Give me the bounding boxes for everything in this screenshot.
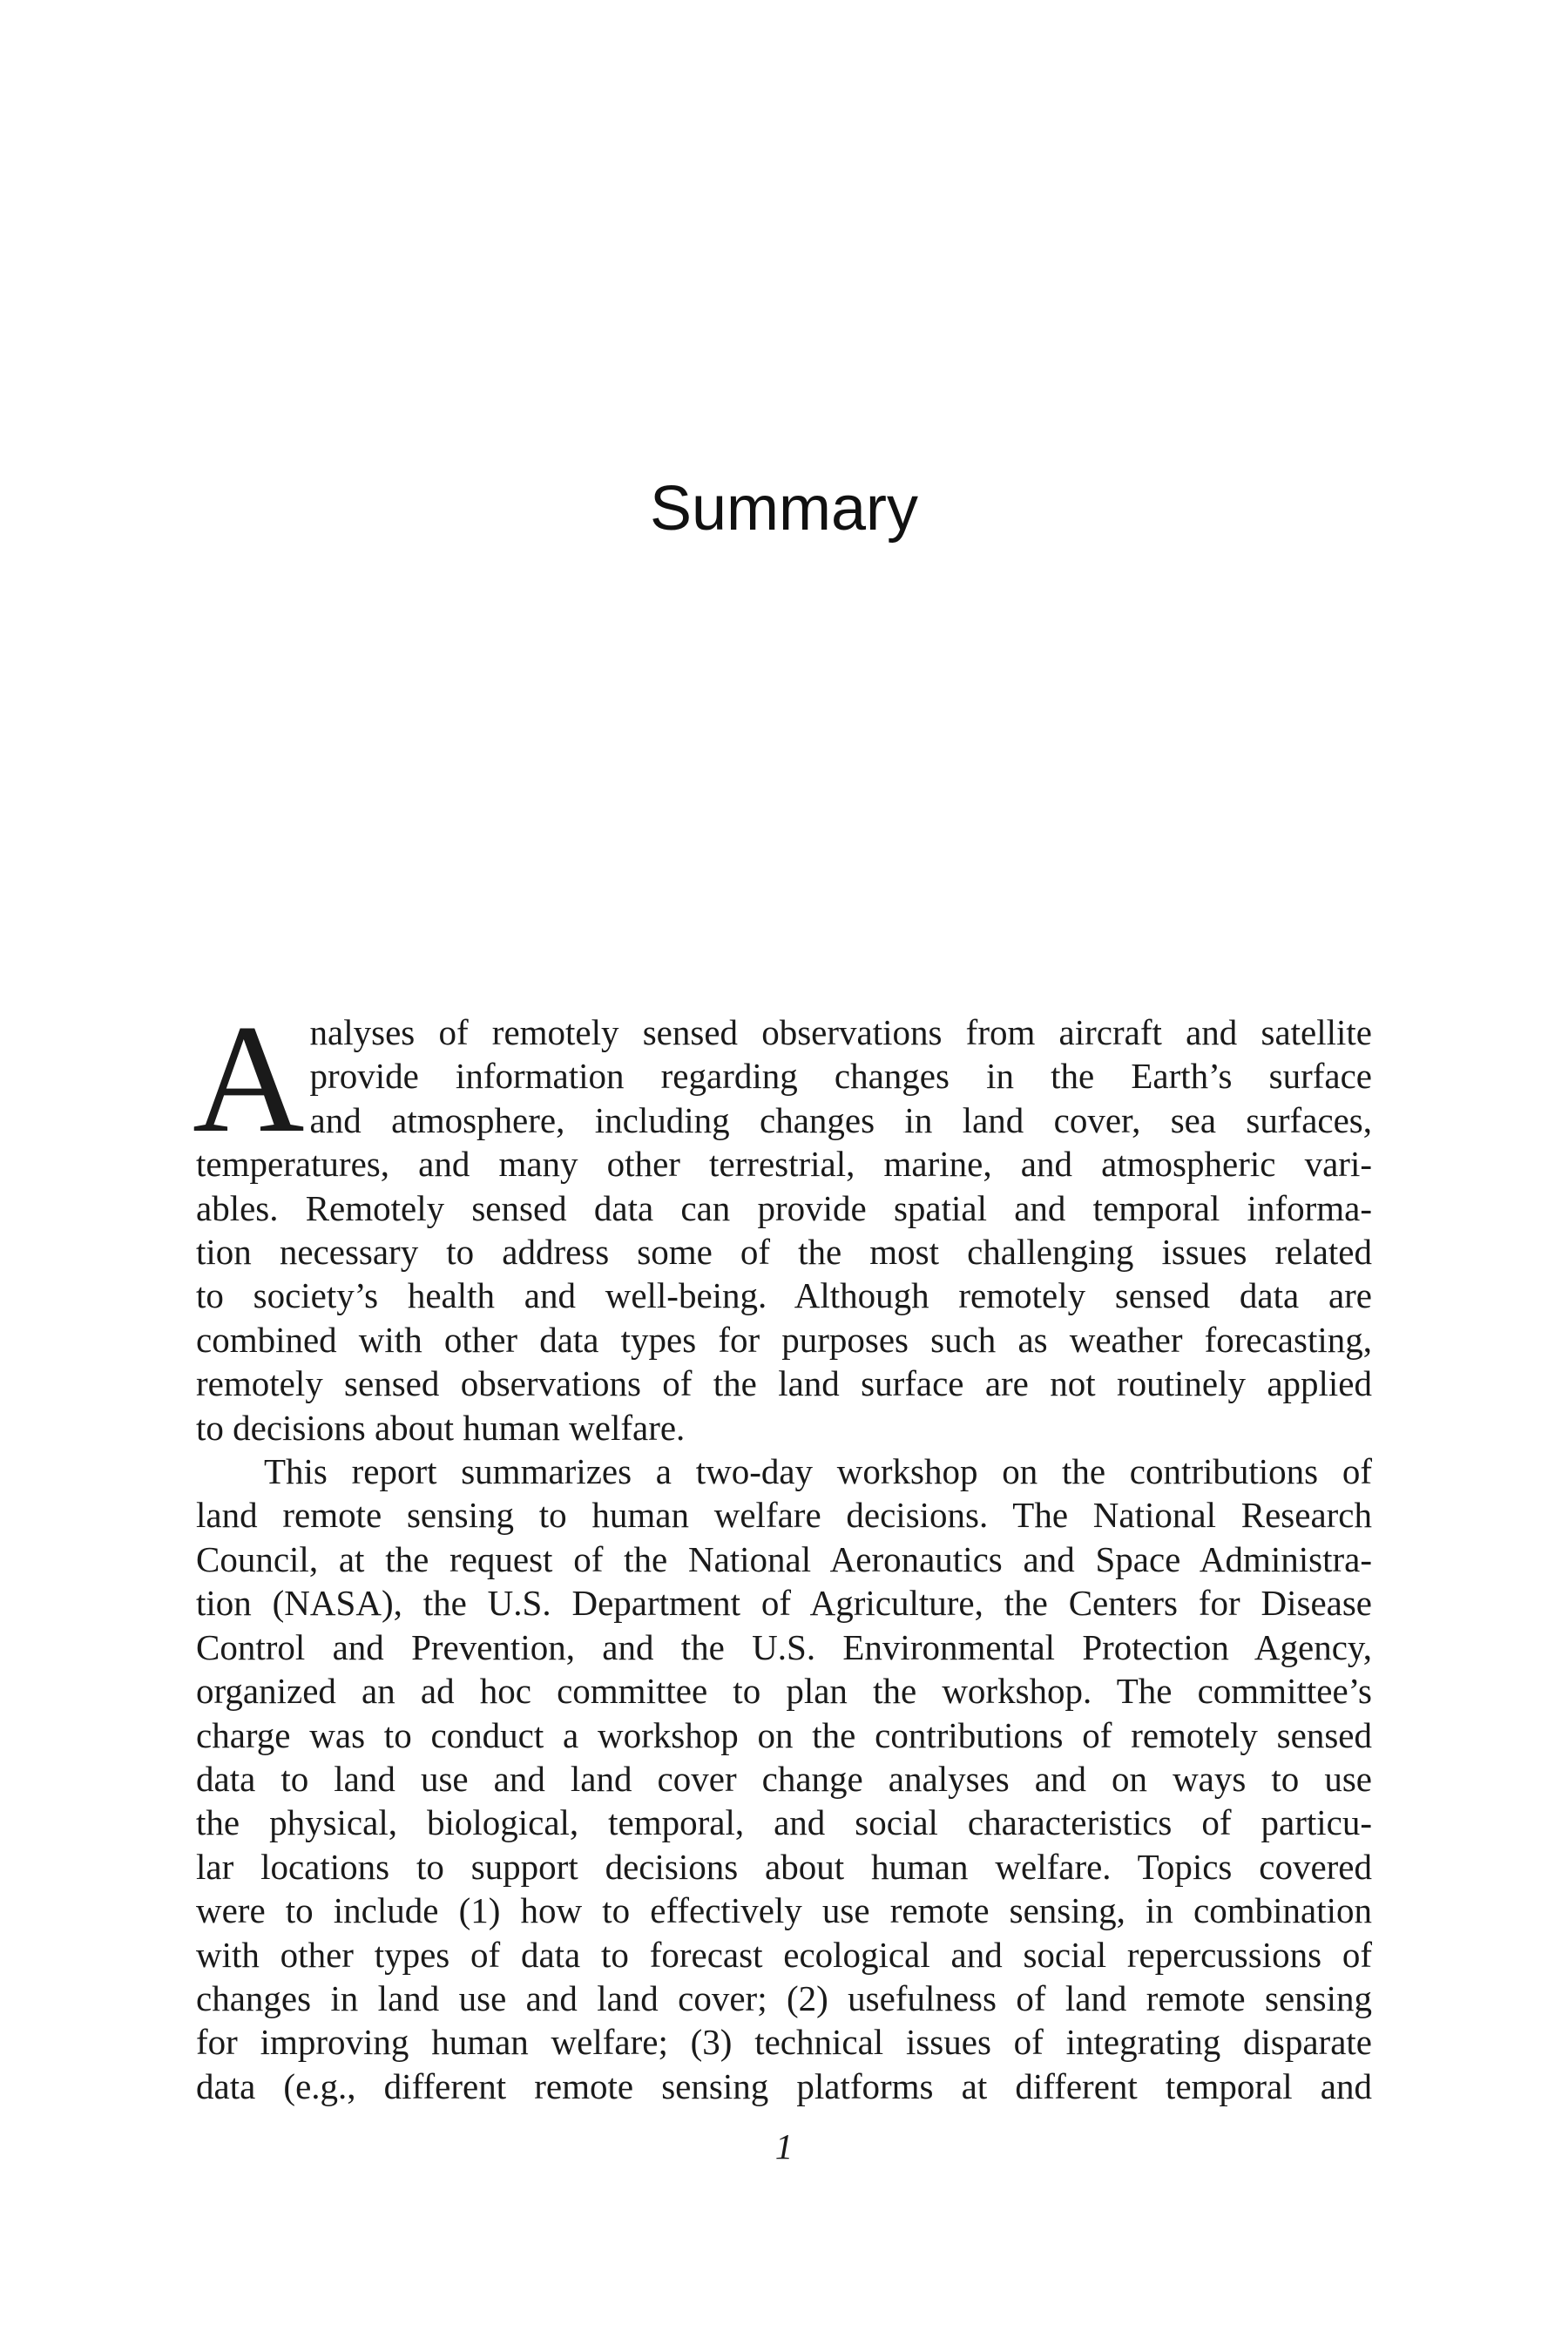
text-line: the physical, biological, temporal, and social characteristics of particu- [196, 1802, 1372, 1843]
text-line: provide information regarding changes in the Earth’s surface [309, 1056, 1372, 1097]
text-line: tion (NASA), the U.S. Department of Agriculture, the Centers for Disease [196, 1583, 1372, 1624]
text-line: charge was to conduct a workshop on the contributions of remotely sensed [196, 1714, 1372, 1755]
text-line: data (e.g., different remote sensing platforms at different temporal and [196, 2065, 1372, 2106]
paragraph-1 [193, 992, 1372, 1450]
paragraph-2 [196, 1450, 1372, 2108]
text-line: Control and Prevention, and the U.S. Environmental Protection Agency, [196, 1626, 1372, 1667]
text-line: to society’s health and well-being. Although remotely sensed data are [196, 1275, 1372, 1316]
text-line: were to include (1) how to effectively use remote sensing, in combination [196, 1890, 1372, 1931]
text-line: tion necessary to address some of the most challenging issues related [196, 1232, 1372, 1273]
text-line: land remote sensing to human welfare decisions. The National Research [196, 1495, 1372, 1536]
page-number: 1 [774, 2126, 794, 2166]
text-line: This report summarizes a two-day workshop on the contributions of [264, 1451, 1372, 1492]
text-line: for improving human welfare; (3) technical issues of integrating disparate [196, 2022, 1372, 2063]
text-line: data to land use and land cover change analyses and on ways to use [196, 1758, 1372, 1799]
text-line: lar locations to support decisions about human welfare. Topics covered [196, 1846, 1372, 1887]
text-line: with other types of data to forecast ecological and social repercussions of [196, 1934, 1372, 1975]
drop-cap: A [193, 992, 305, 1165]
text-line: Council, at the request of the National Aeronautics and Space Administra- [196, 1538, 1372, 1579]
text-line: to decisions about human welfare. [196, 1407, 686, 1448]
text-line: ables. Remotely sensed data can provide spatial and temporal informa- [196, 1187, 1372, 1228]
text-line: organized an ad hoc committee to plan the workshop. The committee’s [196, 1671, 1372, 1712]
text-line: nalyses of remotely sensed observations from aircraft and satellite [309, 1012, 1372, 1052]
text-line: temperatures, and many other terrestrial, marine, and atmospheric vari- [196, 1144, 1372, 1185]
text-line: remotely sensed observations of the land surface are not routinely applied [196, 1363, 1372, 1404]
text-line: changes in land use and land cover; (2) usefulness of land remote sensing [196, 1977, 1372, 2018]
page-title: Summary [649, 474, 919, 544]
body-text [193, 992, 1372, 2108]
text-line: combined with other data types for purposes such as weather forecasting, [196, 1319, 1372, 1360]
text-line: and atmosphere, including changes in land cover, sea surfaces, [309, 1099, 1372, 1140]
